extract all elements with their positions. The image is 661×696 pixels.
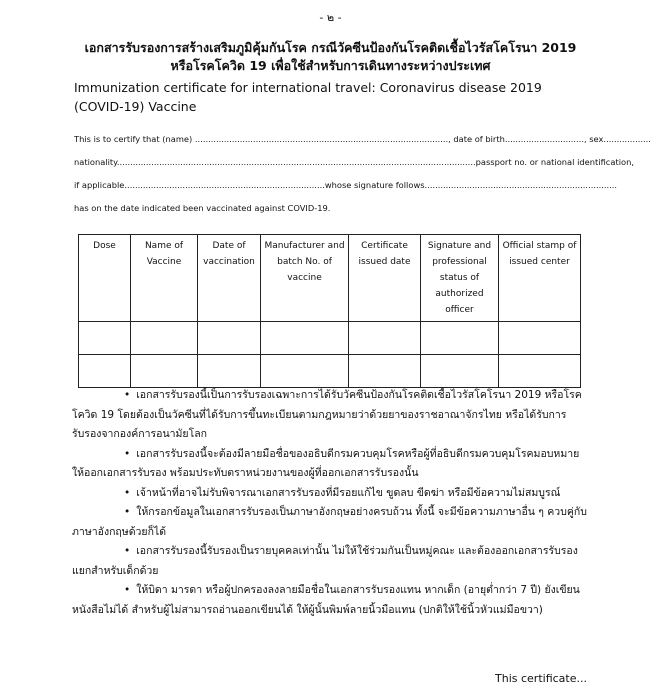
- table-row: [79, 322, 581, 355]
- bullet-icon: •: [124, 506, 131, 518]
- note-item: [72, 542, 588, 581]
- bullet-icon: •: [124, 447, 131, 460]
- header-certificate-date: Certificate issued date: [349, 235, 421, 322]
- header-official-stamp: Official stamp of issued center: [499, 235, 581, 322]
- vaccination-date-cell[interactable]: [198, 322, 261, 355]
- header-officer-signature: Signature and professional status of authorized officer: [421, 235, 499, 322]
- bullet-icon: •: [124, 545, 131, 557]
- thai-title-line-1: เอกสารรับรองการสร้างเสริมภูมิคุ้มกันโรค กรณีวัคซีนป้องกันโรคติดเชื้อไวรัสโคโรนา 2019: [84, 40, 577, 55]
- continuation-footer: This certificate...: [495, 672, 587, 685]
- page-number: - ๒ -: [319, 11, 342, 24]
- table-row: [79, 355, 581, 388]
- note-text: ให้กรอกข้อมูลในเอกสารรับรองเป็นภาษาอังกฤษอย่างครบถ้วน ทั้งนี้ จะมีข้อความภาษาอื่น ๆ ควบคู่กับภาษาอังกฤษด้วยก็ได้: [72, 506, 587, 538]
- certify-line-vaccinated: has on the date indicated been vaccinated against COVID-19.: [74, 203, 331, 213]
- signature-cell[interactable]: [421, 322, 499, 355]
- note-item: [72, 503, 588, 542]
- note-item: [72, 386, 588, 445]
- note-item: [72, 484, 588, 504]
- table-header-row: [79, 235, 581, 322]
- note-text: เอกสารรับรองนี้รับรองเป็นรายบุคคลเท่านั้น ไม่ให้ใช้ร่วมกันเป็นหมู่คณะ และต้องออกเอกสารรับรองแยกสำหรับเด็กด้วย: [72, 545, 578, 577]
- certify-line-nationality: nationality........................................................................................................................................passport no. or national identification,: [74, 157, 634, 167]
- dose-cell[interactable]: [79, 322, 131, 355]
- dose-cell[interactable]: [79, 355, 131, 388]
- header-vaccine-name: Name of Vaccine: [131, 235, 198, 322]
- signature-cell[interactable]: [421, 355, 499, 388]
- note-text: เจ้าหน้าที่อาจไม่รับพิจารณาเอกสารรับรองที่มีรอยแก้ไข ขูดลบ ขีดฆ่า หรือมีข้อความไม่สมบูรณ์: [136, 486, 561, 499]
- bullet-icon: •: [124, 584, 131, 596]
- note-item: [72, 581, 588, 620]
- issued-date-cell[interactable]: [349, 355, 421, 388]
- header-manufacturer-batch: Manufacturer and batch No. of vaccine: [261, 235, 349, 322]
- vaccine-name-cell[interactable]: [131, 322, 198, 355]
- bullet-icon: •: [124, 486, 131, 499]
- note-text: เอกสารรับรองนี้เป็นการรับรองเฉพาะการได้รับวัคซีนป้องกันโรคติดเชื้อไวรัสโคโรนา 2019 หรือโรคโควิด 19 โดยต้องเป็นวัคซีนที่ได้รับการขึ้นทะเบียนตามกฎหมายว่าด้วยยาของราชอาณาจักรไทย หรือได้รับการรับรองจากองค์การอนามัยโลก: [72, 389, 582, 440]
- header-dose: Dose: [79, 235, 131, 322]
- vaccination-table: [78, 234, 581, 388]
- vaccination-date-cell[interactable]: [198, 355, 261, 388]
- manufacturer-cell[interactable]: [261, 322, 349, 355]
- manufacturer-cell[interactable]: [261, 355, 349, 388]
- note-text: เอกสารรับรองนี้จะต้องมีลายมือชื่อของอธิบดีกรมควบคุมโรคหรือผู้ที่อธิบดีกรมควบคุมโรคมอบหมายให้ออกเอกสารรับรอง พร้อมประทับตราหน่วยงานของผู้ที่ออกเอกสารรับรองนั้น: [72, 447, 580, 479]
- certify-line-name: This is to certify that (name) ................................................................................................, date of birth.............................., sex..................: [74, 134, 651, 144]
- notes-list: [72, 386, 588, 620]
- note-item: [72, 445, 588, 484]
- bullet-icon: •: [124, 389, 131, 401]
- stamp-cell[interactable]: [499, 322, 581, 355]
- note-text: ให้บิดา มารดา หรือผู้ปกครองลงลายมือชื่อในเอกสารรับรองแทน หากเด็ก (อายุต่ำกว่า 7 ปี) ยังเขียนหนังสือไม่ได้ สำหรับผู้ไม่สามารถอ่านออกเขียนได้ ให้ผู้นั้นพิมพ์ลายนิ้วมือแทน (ปกติให้ใช้นิ้วหัวแม่มือขวา): [72, 584, 580, 616]
- stamp-cell[interactable]: [499, 355, 581, 388]
- certify-line-signature: if applicable............................................................................whose signature follows.........................................................................: [74, 180, 618, 190]
- issued-date-cell[interactable]: [349, 322, 421, 355]
- english-title: Immunization certificate for international travel: Coronavirus disease 2019 (COVID-19) Vaccine: [74, 80, 542, 114]
- vaccine-name-cell[interactable]: [131, 355, 198, 388]
- header-vaccination-date: Date of vaccination: [198, 235, 261, 322]
- thai-title-line-2: หรือโรคโควิด 19 เพื่อใช้สำหรับการเดินทางระหว่างประเทศ: [170, 58, 491, 73]
